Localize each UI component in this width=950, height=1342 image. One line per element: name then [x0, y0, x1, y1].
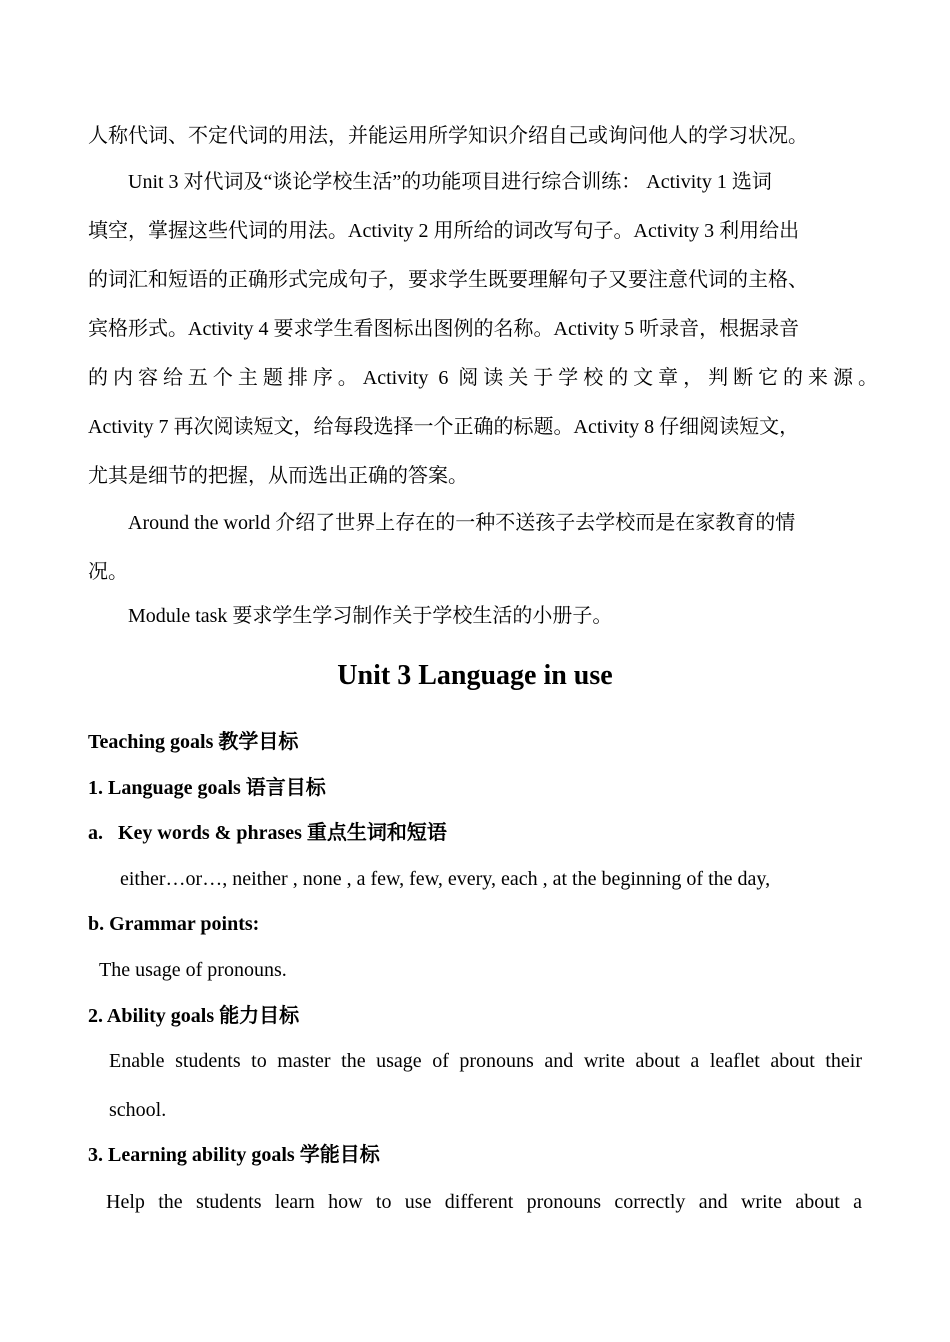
intro-paragraph-2-line-3: 的词汇和短语的正确形式完成句子，要求学生既要理解句子又要注意代词的主格、: [88, 269, 808, 291]
grammar-points-text: The usage of pronouns.: [99, 959, 287, 981]
intro-paragraph-2-line-2: 填空，掌握这些代词的用法。Activity 2 用所给的词改写句子。Activity 3 利用给出: [88, 220, 800, 242]
intro-paragraph-1-line-1: 人称代词、不定代词的用法，并能运用所学知识介绍自己或询问他人的学习状况。: [88, 125, 808, 147]
intro-paragraph-4-line-1: Module task 要求学生学习制作关于学校生活的小册子。: [128, 605, 613, 627]
intro-paragraph-3-line-1: Around the world 介绍了世界上存在的一种不送孩子去学校而是在家教育的情: [128, 512, 796, 534]
learning-ability-goals-line-1: Help the students learn how to use different pronouns correctly and write about a: [106, 1191, 862, 1213]
intro-paragraph-2-line-1: Unit 3 对代词及“谈论学校生活”的功能项目进行综合训练： Activity 1 选词: [128, 171, 772, 193]
unit-title: Unit 3 Language in use: [337, 660, 613, 691]
ability-goals-line-1: Enable students to master the usage of pronouns and write about a leaflet about their: [109, 1050, 862, 1072]
intro-paragraph-2-line-5: 的内容给五个主题排序。Activity 6 阅读关于学校的文章，判断它的来源。: [88, 367, 878, 389]
intro-paragraph-2-line-7: 尤其是细节的把握，从而选出正确的答案。: [88, 465, 468, 487]
intro-paragraph-2-line-4: 宾格形式。Activity 4 要求学生看图标出图例的名称。Activity 5 听录音，根据录音: [88, 318, 800, 340]
key-words-heading: a. Key words & phrases 重点生词和短语: [88, 822, 447, 844]
ability-goals-line-2: school.: [109, 1099, 167, 1121]
teaching-goals-heading: Teaching goals 教学目标: [88, 731, 299, 753]
grammar-points-heading: b. Grammar points:: [88, 913, 260, 935]
learning-ability-goals-heading: 3. Learning ability goals 学能目标: [88, 1144, 380, 1166]
language-goals-heading: 1. Language goals 语言目标: [88, 777, 326, 799]
key-words-list: either…or…, neither , none , a few, few, every, each , at the beginning of the day,: [120, 868, 771, 890]
intro-paragraph-2-line-6: Activity 7 再次阅读短文，给每段选择一个正确的标题。Activity 8 仔细阅读短文，: [88, 416, 800, 438]
intro-paragraph-3-line-2: 况。: [88, 561, 128, 583]
ability-goals-heading: 2. Ability goals 能力目标: [88, 1005, 300, 1027]
